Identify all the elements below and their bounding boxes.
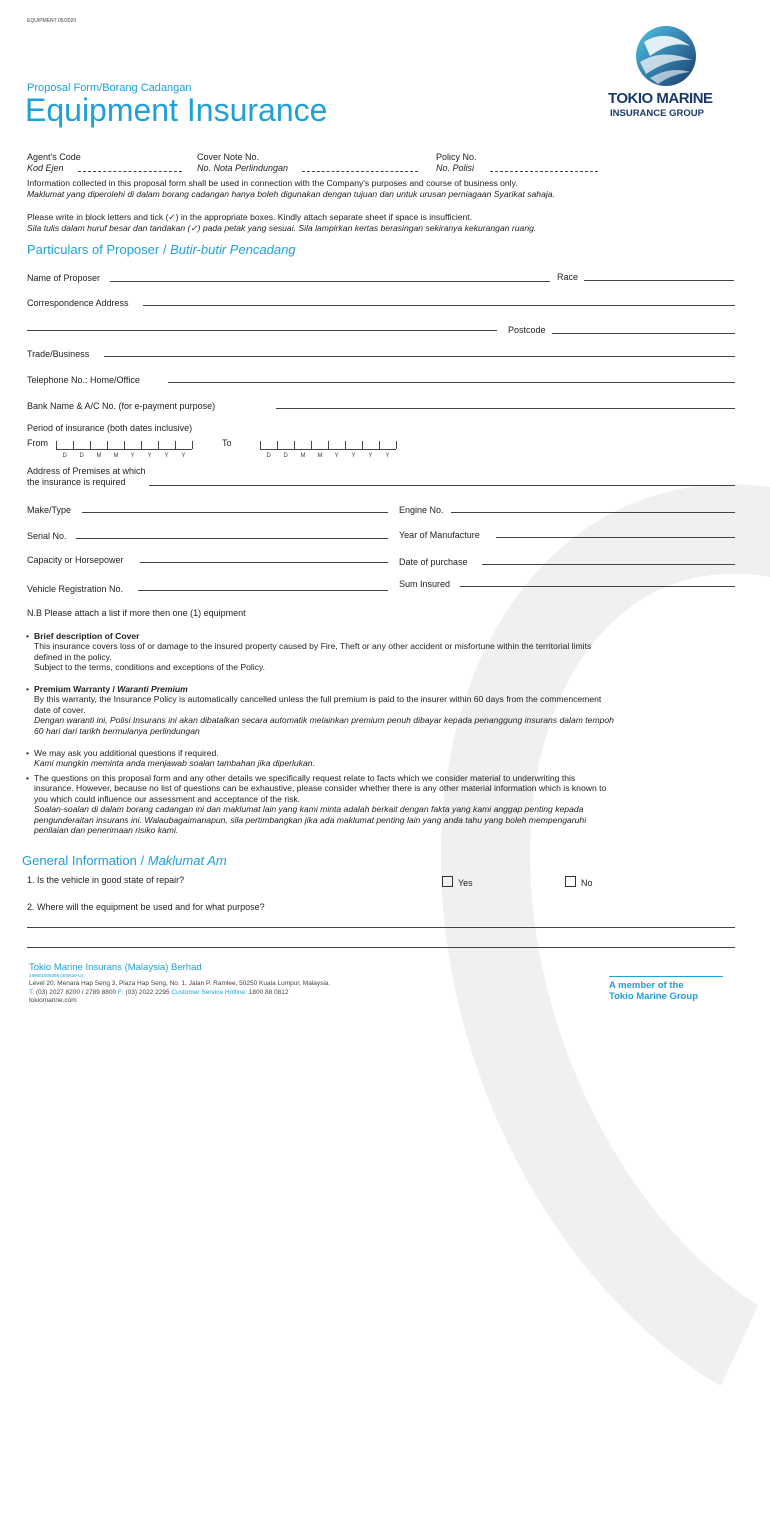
date-box-letter: M (113, 453, 119, 459)
date-box-divider (277, 441, 278, 449)
period-label: Period of insurance (both dates inclusive) (27, 423, 193, 433)
engine-label: Engine No. (399, 505, 444, 515)
date-box-letter: Y (351, 453, 356, 459)
date-box-divider (362, 441, 363, 449)
yes-checkbox[interactable] (442, 876, 453, 887)
footer-company: Tokio Marine Insurans (Malaysia) Berhad (29, 962, 202, 973)
cover-note-label: Cover Note No. No. Nota Perlindungan (197, 152, 289, 173)
tokio-marine-logo (606, 22, 730, 122)
sum-insured-field[interactable] (460, 586, 735, 587)
date-box-divider (90, 441, 91, 449)
date-box-letter: M (300, 453, 306, 459)
additional-questions-bullet: • We may ask you additional questions if required. Kami mungkin meminta anda menjawab soalan tambahan jika diperlukan. (26, 748, 738, 769)
vehicle-field[interactable] (138, 590, 388, 591)
purchase-label: Date of purchase (399, 557, 468, 567)
bank-field[interactable] (276, 408, 735, 409)
yes-option[interactable]: Yes (442, 876, 473, 889)
date-box-letter: M (96, 453, 102, 459)
date-box-letter: D (62, 453, 67, 459)
date-box-divider (141, 441, 142, 449)
date-box-letter: D (283, 453, 288, 459)
material-facts-bullet: • The questions on this proposal form and any other details we specifically request relate to facts which we consider material to underwriting this insurance. However, because no list of questions can be exhaustive, please consider whether there is any other material information which is known to you which could influence our assessment and acceptance of the risk. Soalan-soalan di dalam borang cadangan ini dan maklumat lain yang kami minta adalah berkait dengan fakta yang kami anggap penting kepada pengunderaitan insurans ini. Walaubagaimanapun, sila pertimbangkan jika ada maklumat penting lain yang anda tahu yang boleh mempengaruhi penilaian dan penerimaan risiko kami. (26, 773, 738, 835)
purpose-field-2[interactable] (27, 947, 735, 948)
logo-text-2: INSURANCE GROUP (610, 108, 704, 119)
telephone-field[interactable] (168, 382, 735, 383)
date-box-divider (345, 441, 346, 449)
postcode-label: Postcode (508, 325, 546, 335)
name-of-proposer-label: Name of Proposer (27, 273, 101, 283)
trade-field[interactable] (104, 356, 735, 357)
capacity-field[interactable] (140, 562, 388, 563)
form-code: EQUIPMENT 05/2020 (27, 18, 77, 24)
trade-label: Trade/Business (27, 349, 90, 359)
date-box-divider (56, 441, 57, 449)
date-box-divider (328, 441, 329, 449)
date-box-divider (158, 441, 159, 449)
serial-label: Serial No. (27, 531, 67, 541)
engine-field[interactable] (451, 512, 735, 513)
date-box-letter: Y (334, 453, 339, 459)
date-box-letter: D (79, 453, 84, 459)
to-date-field[interactable] (260, 441, 396, 450)
footer-website[interactable]: tokiomarine.com (29, 997, 77, 1004)
serial-field[interactable] (76, 538, 388, 539)
particulars-heading: Particulars of Proposer / Butir-butir Pencadang (27, 242, 296, 257)
date-box-letter: Y (130, 453, 135, 459)
question-1: 1. Is the vehicle in good state of repair? (27, 875, 185, 885)
date-box-divider (294, 441, 295, 449)
race-label: Race (557, 272, 579, 282)
make-field[interactable] (82, 512, 388, 513)
sum-insured-label: Sum Insured (399, 579, 451, 589)
premium-warranty-bullet: • Premium Warranty / Waranti Premium By this warranty, the Insurance Policy is automatically cancelled unless the full premium is paid to the insurer within 60 days from the commencement date of cover. Dengan waranti ini, Polisi Insurans ini akan dibatalkan secara automatik melainkan premium penuh dibayar kepada penanggung insurans dalam tempoh 60 hari dari tarikh bermulanya perlindungan (26, 684, 738, 736)
capacity-label: Capacity or Horsepower (27, 555, 124, 565)
address-label: Correspondence Address (27, 298, 129, 308)
question-2: 2. Where will the equipment be used and for what purpose? (27, 902, 265, 912)
watermark-arc (314, 380, 770, 1540)
no-option[interactable]: No (565, 876, 593, 889)
year-field[interactable] (496, 537, 735, 538)
footer-divider (609, 976, 723, 977)
policy-no-field[interactable] (490, 171, 598, 172)
member-badge: A member of the Tokio Marine Group (609, 980, 699, 1002)
from-label: From (27, 438, 48, 448)
date-box-letter: Y (368, 453, 373, 459)
date-box-divider (396, 441, 397, 449)
date-box-divider (379, 441, 380, 449)
name-of-proposer-field[interactable] (110, 281, 550, 282)
date-box-letter: Y (385, 453, 390, 459)
policy-no-label: Policy No. No. Polisi (436, 152, 477, 173)
footer-reg: 199601005089 (380530-U) (29, 973, 84, 978)
address-field-1[interactable] (143, 305, 735, 306)
form-subtitle: Proposal Form/Borang Cadangan (27, 82, 192, 94)
date-box-divider (192, 441, 193, 449)
purpose-field-1[interactable] (27, 927, 735, 928)
to-label: To (222, 438, 232, 448)
cover-description-bullet: • Brief description of Cover This insurance covers loss of or damage to the insured property caused by Fire, Theft or any other accident or misfortune within the territorial limits defined in the policy. Subject to the terms, conditions and exceptions of the Policy. (26, 631, 738, 673)
date-box-divider (311, 441, 312, 449)
agent-code-label: Agent's Code Kod Ejen (27, 152, 81, 173)
date-box-divider (73, 441, 74, 449)
race-field[interactable] (584, 280, 734, 281)
year-label: Year of Manufacture (399, 530, 480, 540)
date-box-divider (260, 441, 261, 449)
postcode-field[interactable] (552, 333, 735, 334)
date-box-divider (124, 441, 125, 449)
date-box-letter: D (266, 453, 271, 459)
premises-field[interactable] (149, 485, 735, 486)
general-info-heading: General Information / Maklumat Am (22, 853, 227, 868)
from-date-field[interactable] (56, 441, 192, 450)
make-label: Make/Type (27, 505, 72, 515)
logo-text-1: TOKIO MARINE (608, 90, 713, 107)
date-box-letter: Y (147, 453, 152, 459)
intro-paragraph-1: Information collected in this proposal form shall be used in connection with the Company's purposes and course of business only. Maklumat yang diperolehi di dalam borang cadangan hanya boleh digunakan dengan tujuan dan untuk urusan perniagaan Syarikat sahaja. (27, 178, 555, 199)
bank-label: Bank Name & A/C No. (for e-payment purpose) (27, 401, 216, 411)
agent-code-field[interactable] (78, 171, 182, 172)
logo-globe-icon (606, 22, 730, 88)
no-checkbox[interactable] (565, 876, 576, 887)
date-box-letter: Y (181, 453, 186, 459)
purchase-field[interactable] (482, 564, 735, 565)
date-box-divider (107, 441, 108, 449)
page-title: Equipment Insurance (25, 92, 328, 128)
footer-contact: Level 20, Menara Hap Seng 3, Plaza Hap Seng, No. 1, Jalan P. Ramlee, 50250 Kuala Lumpur, Malaysia. T: (03) 2027 8200 / 2789 8800 F: (03) 2022 2295 Customer Service Hotline: 1800 88 0812 tokiomarine.com (29, 980, 331, 1004)
premises-label: Address of Premises at which the insurance is required (27, 466, 146, 487)
vehicle-label: Vehicle Registration No. (27, 584, 124, 594)
telephone-label: Telephone No.: Home/Office (27, 375, 140, 385)
nb-note: N.B Please attach a list if more then one (1) equipment (27, 608, 246, 618)
date-box-divider (175, 441, 176, 449)
address-field-2[interactable] (27, 330, 497, 331)
date-box-letter: Y (164, 453, 169, 459)
cover-note-field[interactable] (302, 171, 418, 172)
date-box-letter: M (317, 453, 323, 459)
intro-paragraph-2: Please write in block letters and tick (✓) in the appropriate boxes. Kindly attach separate sheet if space is insufficient. Sila tulis dalam huruf besar dan tandakan (✓) pada petak yang sesuai. Sila lampirkan kertas berasingan sekiranya kekurangan ruang. (27, 212, 537, 233)
